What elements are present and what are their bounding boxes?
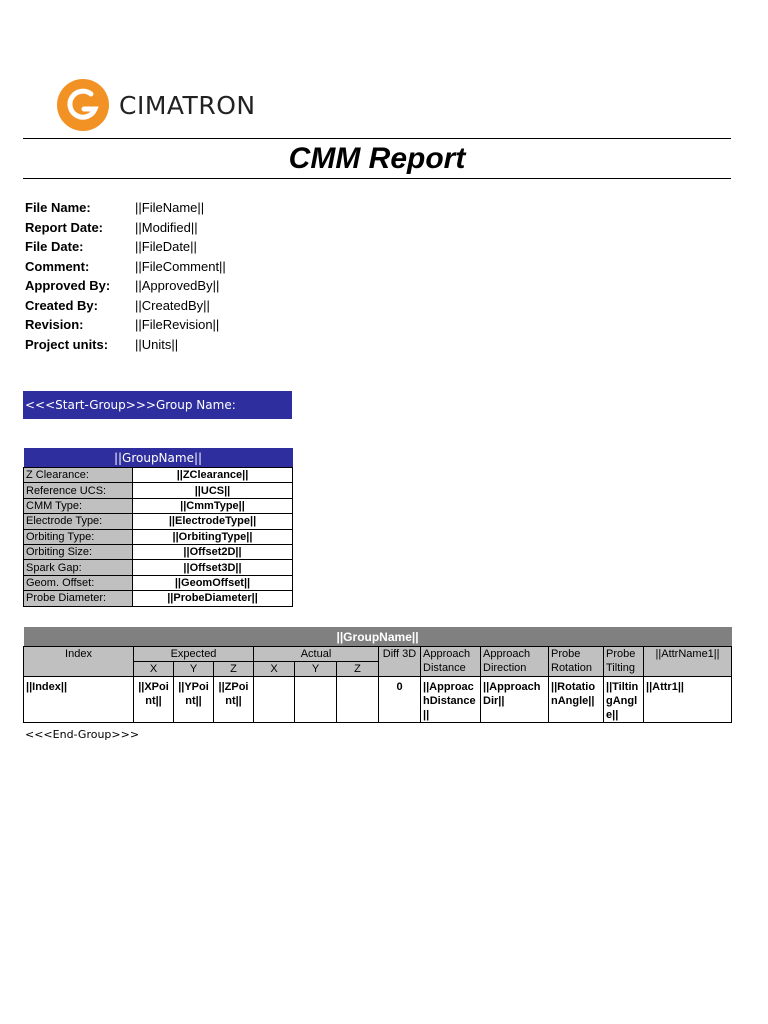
col-header-actual: Actual [254, 647, 379, 662]
param-value: ||Offset3D|| [133, 560, 293, 575]
file-info-fields [25, 198, 226, 354]
params-group-name: ||GroupName|| [24, 448, 293, 468]
col-header-index: Index [24, 647, 134, 677]
col-header-diff-3d: Diff 3D [379, 647, 421, 677]
measurements-table [23, 627, 732, 723]
params-row [24, 575, 293, 590]
field-row [25, 237, 226, 257]
param-value: ||OrbitingType|| [133, 529, 293, 544]
page-title: CMM Report [288, 142, 466, 175]
cell-actual-z [337, 677, 379, 723]
cell-approach-distance: ||ApproachDistance|| [421, 677, 481, 723]
brand-name: CIMATRON [119, 90, 256, 120]
field-label: Created By: [25, 297, 98, 313]
cimatron-logo [57, 78, 256, 132]
cell-index: ||Index|| [24, 677, 134, 723]
field-row [25, 198, 226, 218]
field-row [25, 315, 226, 335]
col-header-approach-direction: Approach Direction [481, 647, 549, 677]
field-row [25, 218, 226, 238]
group-parameters-table [23, 448, 293, 607]
col-header-expected-z: Z [214, 662, 254, 677]
col-header-actual-y: Y [295, 662, 337, 677]
param-label: CMM Type: [24, 498, 133, 513]
field-row [25, 276, 226, 296]
param-label: Reference UCS: [24, 483, 133, 498]
field-label: Project units: [25, 336, 109, 352]
measurements-group-row [24, 627, 732, 647]
params-row [24, 498, 293, 513]
cell-expected-y: ||YPoint|| [174, 677, 214, 723]
field-row [25, 335, 226, 355]
col-header-expected: Expected [134, 647, 254, 662]
field-value: ||Modified|| [135, 219, 198, 235]
col-header-expected-x: X [134, 662, 174, 677]
field-label: File Name: [25, 200, 91, 215]
param-label: Orbiting Type: [24, 529, 133, 544]
measurements-group-name: ||GroupName|| [24, 627, 732, 647]
field-value: ||ApprovedBy|| [135, 278, 220, 293]
field-label: Approved By: [25, 278, 111, 293]
param-value: ||ElectrodeType|| [133, 514, 293, 529]
field-value: ||FileName|| [135, 200, 205, 215]
end-group-marker: <<<End-Group>>> [25, 728, 140, 741]
title-bottom-divider [23, 178, 731, 179]
param-value: ||ProbeDiameter|| [133, 591, 293, 606]
cell-attr: ||Attr1|| [644, 677, 732, 723]
field-value: ||CreatedBy|| [135, 297, 210, 313]
cell-expected-z: ||ZPoint|| [214, 677, 254, 723]
params-row [24, 591, 293, 606]
param-label: Electrode Type: [24, 514, 133, 529]
col-header-probe-tilting: Probe Tilting [604, 647, 644, 677]
param-value: ||Offset2D|| [133, 544, 293, 559]
field-label: Report Date: [25, 219, 104, 235]
field-row [25, 296, 226, 316]
param-label: Geom. Offset: [24, 575, 133, 590]
col-header-attr: ||AttrName1|| [644, 647, 732, 677]
cell-probe-tilting: ||TiltingAngle|| [604, 677, 644, 723]
params-row [24, 529, 293, 544]
col-header-expected-y: Y [174, 662, 214, 677]
measurements-header-row [24, 647, 732, 662]
param-label: Spark Gap: [24, 560, 133, 575]
param-value: ||UCS|| [133, 483, 293, 498]
field-row [25, 257, 226, 277]
field-value: ||FileComment|| [135, 258, 226, 274]
param-label: Orbiting Size: [24, 544, 133, 559]
col-header-approach-distance: Approach Distance [421, 647, 481, 677]
param-value: ||GeomOffset|| [133, 575, 293, 590]
field-value: ||FileRevision|| [135, 317, 220, 332]
field-label: File Date: [25, 239, 84, 254]
col-header-actual-z: Z [337, 662, 379, 677]
cell-actual-x [254, 677, 295, 723]
field-label: Comment: [25, 258, 90, 274]
params-row [24, 468, 293, 483]
col-header-probe-rotation: Probe Rotation [549, 647, 604, 677]
param-value: ||ZClearance|| [133, 468, 293, 483]
start-group-banner: <<<Start-Group>>>Group Name: [23, 391, 292, 419]
params-row [24, 514, 293, 529]
params-row [24, 544, 293, 559]
cell-approach-direction: ||ApproachDir|| [481, 677, 549, 723]
col-header-actual-x: X [254, 662, 295, 677]
cell-actual-y [295, 677, 337, 723]
field-value: ||Units|| [135, 336, 179, 352]
params-header-row [24, 448, 293, 468]
cell-probe-rotation: ||RotationAngle|| [549, 677, 604, 723]
params-row [24, 560, 293, 575]
param-label: Probe Diameter: [24, 591, 133, 606]
field-label: Revision: [25, 317, 84, 332]
param-label: Z Clearance: [24, 468, 133, 483]
param-value: ||CmmType|| [133, 498, 293, 513]
table-row [24, 677, 732, 723]
params-row [24, 483, 293, 498]
field-value: ||FileDate|| [135, 239, 197, 254]
cimatron-logo-icon [57, 79, 109, 131]
cell-expected-x: ||XPoint|| [134, 677, 174, 723]
cell-diff-3d: 0 [379, 677, 421, 723]
